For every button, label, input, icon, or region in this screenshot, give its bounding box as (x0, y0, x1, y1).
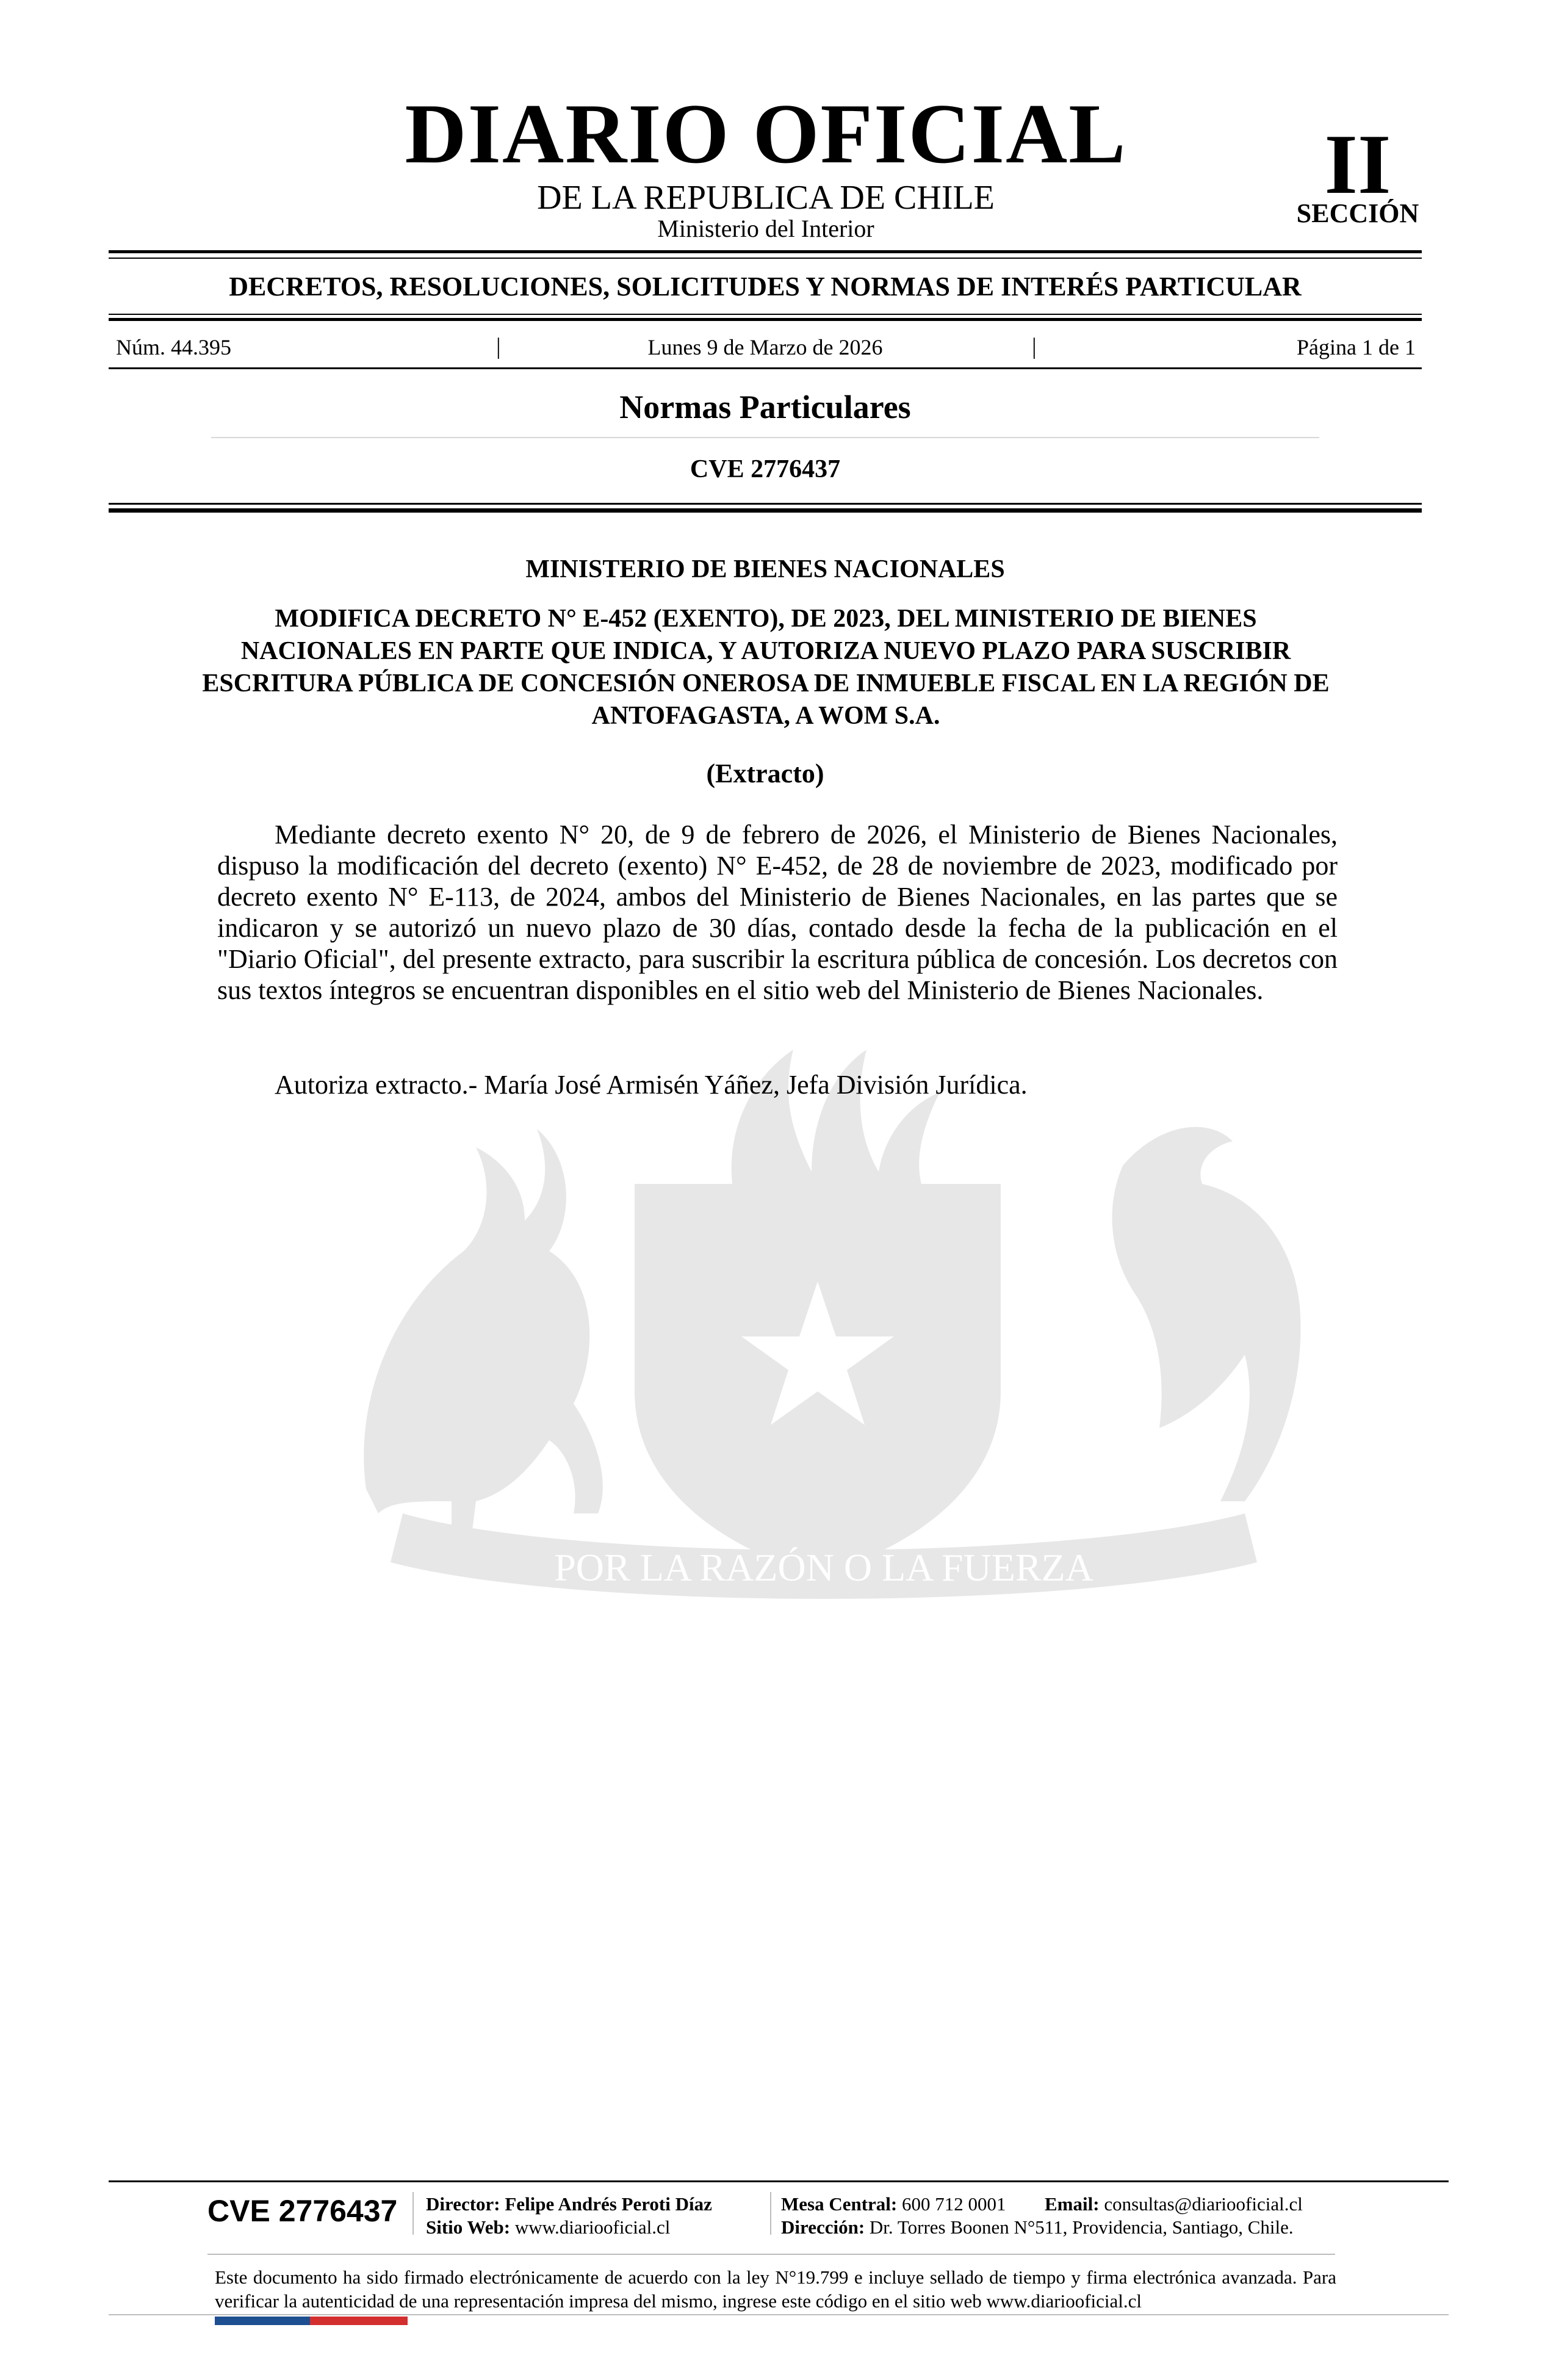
section-label: SECCIÓN (1296, 198, 1419, 228)
page-indicator: Página 1 de 1 (1297, 335, 1416, 359)
footer-email: Email: consultas@diariooficial.cl (1045, 2193, 1303, 2215)
content-divider (109, 508, 1422, 513)
director-name: Felipe Andrés Peroti Díaz (505, 2193, 712, 2215)
flag-stripe-red (310, 2317, 408, 2325)
flag-stripe-blue (215, 2317, 310, 2325)
legal-notice: Este documento ha sido firmado electrónicamente de acuerdo con la ley N°19.799 e incluye sellado de tiempo y firma electrónica avanzada. Para verificar la autenticidad de una representación impresa del mismo, ingrese este código en el sitio web www.diariooficial.cl (215, 2266, 1336, 2312)
masthead-divider (109, 250, 1422, 253)
footer-separator (770, 2192, 771, 2235)
banner-divider-thin (109, 314, 1422, 315)
footer-separator (412, 2192, 414, 2235)
section-number: II (1324, 117, 1391, 212)
banner-divider (109, 318, 1422, 321)
newspaper-title: DIARIO OFICIAL (405, 87, 1127, 181)
email-link[interactable]: consultas@diariooficial.cl (1104, 2193, 1303, 2215)
address-text: Dr. Torres Boonen N°511, Providencia, Santiago, Chile. (869, 2216, 1294, 2238)
issue-number: Núm. 44.395 (116, 335, 231, 359)
footer-website: Sitio Web: www.diariooficial.cl (426, 2216, 671, 2238)
footer-inner-divider (207, 2254, 1335, 2255)
document-body: Mediante decreto exento N° 20, de 9 de febrero de 2026, el Ministerio de Bienes Nacionales, dispuso la modificación del decreto (exento) N° E-452, de 28 de noviembre de 2023, modificado por decreto exento N° E-113, de 2024, ambos del Ministerio de Bienes Nacionales, en las partes que se indicaron y se autorizó un nuevo plazo de 30 días, contado desde la fecha de la publicación en el "Diario Oficial", del presente extracto, para suscribir la escritura pública de concesión. Los decretos con sus textos íntegros se encuentran disponibles en el sitio web del Ministerio de Bienes Nacionales. (217, 820, 1338, 1005)
footer-address: Dirección: Dr. Torres Boonen N°511, Providencia, Santiago, Chile. (781, 2216, 1294, 2238)
issuing-ministry: MINISTERIO DE BIENES NACIONALES (525, 555, 1005, 583)
phone-number: 600 712 0001 (902, 2193, 1006, 2215)
footer-cve-code: CVE 2776437 (207, 2194, 398, 2228)
section-banner: DECRETOS, RESOLUCIONES, SOLICITUDES Y NORMAS DE INTERÉS PARTICULAR (229, 272, 1302, 301)
issue-divider (109, 367, 1422, 369)
masthead-divider-thin (109, 258, 1422, 259)
document-label: (Extracto) (706, 759, 824, 788)
section-heading: Normas Particulares (619, 389, 911, 425)
issue-separator: | (1032, 334, 1037, 359)
footer-divider (109, 2180, 1449, 2182)
motto-text: POR LA RAZÓN O LA FUERZA (554, 1546, 1093, 1589)
footer-director: Director: Felipe Andrés Peroti Díaz (426, 2193, 712, 2215)
newspaper-subtitle: DE LA REPUBLICA DE CHILE (537, 179, 995, 217)
footer-phone: Mesa Central: 600 712 0001 (781, 2193, 1006, 2215)
footer-bottom-rule (109, 2314, 1449, 2315)
coat-of-arms-icon (207, 964, 1428, 1648)
heading-divider (211, 437, 1319, 438)
content-divider-thin (109, 503, 1422, 505)
ministry-name: Ministerio del Interior (657, 215, 874, 242)
document-signature: Autoriza extracto.- María José Armisén Yáñez, Jefa División Jurídica. (275, 1070, 1028, 1100)
issue-date: Lunes 9 de Marzo de 2026 (647, 335, 883, 359)
issue-separator: | (496, 334, 501, 359)
document-title: MODIFICA DECRETO N° E-452 (EXENTO), DE 2023, DEL MINISTERIO DE BIENES NACIONALES EN PARTE QUE INDICA, Y AUTORIZA NUEVO PLAZO PARA SUSCRIBIR ESCRITURA PÚBLICA DE CONCESIÓN ONEROSA DE INMUEBLE FISCAL EN LA REGIÓN DE ANTOFAGASTA, A WOM S.A. (202, 605, 1330, 730)
cve-code: CVE 2776437 (690, 455, 841, 483)
website-link[interactable]: www.diariooficial.cl (514, 2216, 671, 2238)
